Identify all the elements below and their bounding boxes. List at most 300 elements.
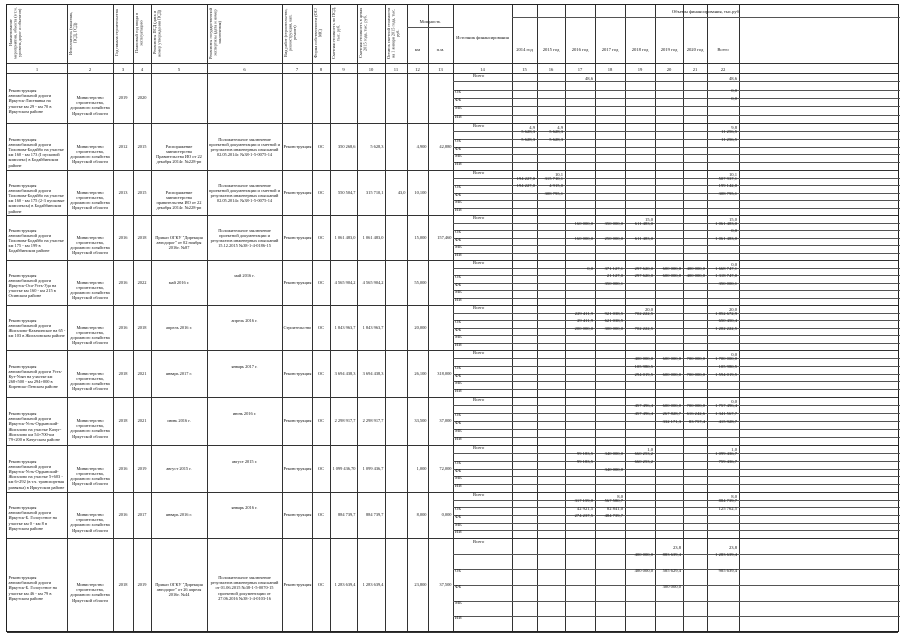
header-y2019: 2019 год: [660, 47, 678, 52]
row-name: Реконструкция автомобильной дороги Иркутск-Оса-Усть-Уда на участке км 160 - км 215 в Осинском районе: [8, 272, 57, 299]
row-name: Реконструкция автомобильной дороги Усть-Кут-Уоян на участке км 268+500 - км 294+000 в Киренско-Ленском районе: [8, 363, 63, 390]
column-number: 18: [607, 67, 613, 72]
financing-value: 600 000,0: [662, 273, 681, 279]
row-end: 2015: [137, 189, 147, 195]
financing-value: 332 171,3: [662, 419, 681, 425]
source-total: Всего: [473, 122, 485, 128]
financing-value: 700 000,0: [686, 403, 705, 409]
financing-value: 340 000,0: [604, 466, 623, 472]
financing-value: 985 639,4: [718, 568, 737, 574]
source-fb: ФБ: [455, 191, 462, 197]
source-row-divider: [453, 437, 900, 438]
row-name: Реконструкция автомобильной дороги Иркутск-Листвянка на участке км 29 - км 70 в Иркутском районе: [8, 88, 52, 114]
financing-value: 0,0: [731, 88, 737, 94]
column-number: 6: [243, 67, 246, 72]
financing-value: 199 142,0: [718, 183, 737, 189]
financing-value: 20,0: [728, 307, 737, 313]
row-kind: Реконструкция: [283, 143, 312, 149]
source-total: Всего: [473, 538, 485, 544]
financing-value: 0,0: [731, 352, 737, 358]
header-y2020: 2020 год: [686, 47, 704, 52]
financing-value: 194 227,0: [516, 175, 535, 181]
source-total: Всего: [473, 72, 485, 78]
source-mb: МБ: [455, 105, 462, 111]
financing-value: 350 000,1: [604, 280, 623, 286]
row-km: 33,500: [414, 418, 427, 423]
financing-value: 457 496,4: [634, 403, 653, 409]
header-h2: Исполнитель (заказчик, ПСД, ГСД): [68, 11, 78, 55]
financing-value: 507 937,1: [718, 175, 737, 181]
financing-value: 484 739,7: [604, 513, 623, 519]
row-divider: [7, 123, 898, 124]
financing-value: 23,8: [728, 544, 737, 550]
financing-value: 160 000,0: [574, 235, 593, 241]
row-divider: [7, 632, 898, 633]
financing-value: 400 000,0: [634, 356, 653, 362]
column-number: 17: [577, 67, 583, 72]
source-row-divider: [453, 154, 900, 155]
header-total: Всего: [717, 47, 729, 52]
row-end: 2018: [137, 234, 147, 240]
header-h10: Сметная стоимость в ценах 2015 года, тыс. руб.: [358, 7, 368, 59]
source-row-divider: [453, 515, 900, 516]
row-own: ОС: [317, 143, 325, 149]
source-row-divider: [453, 147, 900, 148]
row-name: Реконструкция автомобильной дороги Тихонова-Бодайбо на участке км 160 - км 173 (I пусковой комплекс) в Бодайбинском районе: [8, 136, 64, 168]
financing-value: 9,8: [731, 125, 737, 131]
source-ii: ИИ: [455, 251, 462, 257]
row-kind: Реконструкция: [283, 189, 312, 195]
row-cost15: 4 565 904,2: [362, 279, 384, 285]
header-h1: Наименование мероприятия, объекта (в т.ч. уровень дорог и объектов): [8, 7, 23, 59]
row-cost: 550 504,7: [337, 189, 356, 195]
row-start: 2018: [118, 582, 128, 587]
row-exec: Министерство строительства, дорожного хозяйства Иркутской области: [70, 189, 110, 211]
source-ii: ИИ: [455, 483, 462, 489]
source-row-divider: [453, 429, 900, 430]
header-pm: п.м.: [436, 47, 445, 52]
row-name: Реконструкция автомобильной дороги Жигалово-Казачинское на 65 - км 103 в Жигаловском районе: [8, 317, 66, 339]
financing-value: 759 436,7: [718, 459, 737, 465]
header-capacity: Мощность: [419, 19, 441, 24]
header-sub-divider: [407, 27, 453, 28]
source-fb: ФБ: [455, 145, 462, 151]
row-cost: 4 565 904,2: [334, 279, 356, 285]
row-name: Реконструкция автомобильной дороги Тихонова-Бодайбо на участке км 175 - км 199 в Бодайбинском районе: [8, 227, 64, 254]
column-number: 16: [548, 67, 554, 72]
row-psd: апрель 2016 г.: [166, 324, 192, 330]
row-cost: 1 843 963,7: [334, 324, 356, 330]
row-cost15: 884 739,7: [365, 512, 384, 517]
source-row-divider: [453, 90, 900, 91]
financing-value: 8,0: [731, 494, 737, 500]
financing-value: 11 256,5: [721, 129, 737, 135]
source-row-divider: [453, 106, 900, 107]
financing-value: 99 183,5: [576, 451, 593, 457]
row-psd: Распоряжение министерства правительства ИО от 22 декабря 2014г. №228-рп: [156, 189, 202, 211]
row-kind: Реконструкция: [283, 512, 312, 517]
row-kind: Реконструкция: [283, 370, 312, 376]
row-psd: январь 2016 г.: [166, 512, 192, 517]
row-end: 2015: [137, 143, 147, 149]
header-h4: Плановый год ввода в эксплуатацию: [134, 12, 144, 54]
row-cost15: 315 710,1: [365, 189, 384, 195]
source-fb: ФБ: [455, 420, 462, 425]
source-row-divider: [453, 253, 900, 254]
row-end: 2017: [137, 512, 147, 517]
header-y2015: 2015 год: [542, 47, 560, 52]
row-exec: Министерство строительства, дорожного хозяйства Иркутской области: [70, 465, 110, 487]
row-end: 2022: [137, 279, 147, 285]
financing-value: 371 127,1: [604, 265, 623, 271]
source-ii: ИИ: [455, 161, 462, 167]
financing-value: 600 000,0: [662, 265, 681, 271]
financing-value: 600 000,0: [662, 371, 681, 377]
row-pm: 42,880: [439, 143, 452, 149]
header-y2017: 2017 год: [601, 47, 619, 52]
row-rest: 43,0: [397, 189, 406, 195]
financing-value: 457 496,4: [634, 411, 653, 417]
source-row-divider: [453, 245, 900, 246]
source-row-divider: [453, 484, 900, 485]
row-exp: январь 2016 г.: [231, 505, 258, 510]
source-fb: ФБ: [455, 372, 462, 378]
source-row-divider: [453, 523, 900, 524]
row-psd: Приказ ОГКУ "Дирекция автодорог" от 02 ноября 2016г. №87: [155, 234, 203, 250]
financing-value: 200 000,0: [574, 325, 593, 331]
row-pm: 37,500: [439, 582, 452, 587]
header-h5: Реквизиты ПСД (дата и номер утверждения ПСД): [152, 9, 162, 57]
source-ob: ОБ: [455, 506, 461, 512]
financing-value: 1 700 000,0: [715, 356, 737, 362]
financing-value: 21 127,0: [606, 273, 623, 279]
source-row-divider: [453, 81, 900, 82]
source-ii: ИИ: [455, 206, 462, 212]
row-own: ОС: [317, 324, 325, 330]
row-exec: Министерство строительства, дорожного хозяйства Иркутской области: [70, 95, 110, 116]
row-start: 2016: [118, 324, 128, 330]
row-pm: 157,460: [437, 234, 452, 240]
financing-value: 297 620,0: [634, 265, 653, 271]
source-total: Всего: [473, 259, 485, 265]
column-number: 15: [522, 67, 527, 72]
row-km: 10,100: [414, 189, 427, 195]
financing-value: 300 000,0: [662, 583, 681, 589]
financing-value: 4 915,0: [549, 183, 563, 189]
source-total: Всего: [473, 444, 485, 450]
header-y2018: 2018 год: [631, 47, 649, 52]
financing-value: 660 253,2: [634, 451, 653, 457]
source-row-divider: [453, 469, 900, 470]
financing-value: 921 038,5: [604, 310, 623, 316]
column-number: 3: [121, 67, 125, 72]
row-exp: июнь 2016 г.: [232, 411, 257, 416]
source-total: Всего: [473, 491, 485, 497]
row-exp: май 2016 г.: [234, 272, 255, 278]
financing-value: 294 019,5: [634, 371, 653, 377]
header-divider: [7, 63, 898, 64]
financing-value: 1 061 483,0: [715, 235, 737, 241]
financing-value: 1,0: [731, 447, 737, 453]
source-row-divider: [453, 320, 900, 321]
row-exp: апрель 2016 г.: [231, 317, 258, 323]
row-km: 8,000: [416, 512, 427, 517]
financing-value: 308 795,1: [544, 190, 563, 196]
row-start: 2018: [118, 370, 128, 376]
financing-value: 48,6: [584, 75, 593, 81]
header-volume: Объемы финансирования, тыс.руб.: [671, 9, 741, 14]
financing-value: 10,1: [554, 172, 563, 178]
financing-value: 1 061 483,0: [715, 220, 737, 226]
row-name: Реконструкция автомобильной дороги Тихонова-Бодайбо на участке км 160 - км 175 (2-3 пусковые комплексы) в Бодайбинском районе: [8, 182, 65, 214]
financing-value: 5 628,3: [549, 137, 563, 143]
financing-value: 8,0: [617, 494, 623, 500]
row-kind: Реконструкция: [283, 582, 312, 587]
source-row-divider: [453, 476, 900, 477]
row-start: 2016: [118, 512, 128, 517]
financing-value: 567 580,7: [604, 498, 623, 504]
row-divider: [7, 260, 898, 261]
row-exp: август 2015 г.: [231, 458, 258, 464]
financing-value: 0,0: [731, 262, 737, 268]
financing-value: 229 411,9: [574, 310, 593, 316]
financing-value: 1 852 672,9: [715, 310, 737, 316]
financing-value: 10,1: [728, 172, 737, 178]
financing-value: 308 795,1: [718, 190, 737, 196]
source-ob: ОБ: [455, 137, 461, 143]
financing-value: 4,9: [529, 125, 535, 131]
row-divider: [7, 445, 898, 446]
financing-value: 1,0: [647, 447, 653, 453]
row-start: 2019: [118, 95, 128, 100]
source-ii: ИИ: [455, 296, 462, 302]
column-number: 19: [637, 67, 643, 72]
row-name: Реконструкция автомобильной дороги Иркутск-Б. Голоустное на участке км 46 - км 79 в Иркутском районе: [8, 575, 57, 601]
financing-value: 83 757,4: [688, 419, 705, 425]
row-km: 20,000: [414, 324, 427, 330]
header-h6: Реквизиты государственной экспертизы (дата и номер заключения): [208, 7, 223, 59]
financing-value: 400 000,0: [634, 568, 653, 574]
source-ii: ИИ: [455, 436, 462, 441]
header-y2014: 2014 год: [516, 47, 533, 52]
source-fb: ФБ: [455, 281, 462, 287]
source-ob: ОБ: [455, 274, 461, 279]
source-row-divider: [453, 230, 900, 231]
source-row-divider: [453, 453, 900, 454]
financing-value: 297 620,0: [634, 273, 653, 279]
financing-value: 42 921,5: [576, 505, 593, 511]
financing-value: 48,6: [728, 75, 737, 81]
row-cost15: 5 628,3: [370, 143, 384, 149]
financing-value: 23,8: [672, 544, 681, 550]
financing-value: 99 183,5: [576, 459, 593, 465]
source-row-divider: [453, 335, 900, 336]
financing-value: 0,0: [731, 96, 737, 102]
row-exp: Положительное заключение проектной документации и результатов инженерных изысканий 15.12.2015 №38-1-4-0186-15: [210, 227, 279, 249]
row-own: ОС: [317, 370, 325, 376]
row-exec: Министерство строительства, дорожного хозяйства Иркутской области: [70, 370, 110, 392]
source-ob: ОБ: [455, 412, 461, 417]
row-cost: 1 283 639,4: [334, 582, 356, 587]
row-km: 26,100: [414, 370, 427, 376]
financing-table: [6, 4, 899, 632]
source-mb: МБ: [455, 334, 462, 339]
source-row-divider: [453, 616, 900, 617]
source-row-divider: [453, 298, 900, 299]
row-cost15: 2 298 917,7: [362, 418, 384, 423]
column-number: 22: [720, 67, 726, 72]
row-start: 2016: [118, 279, 128, 285]
source-ii: ИИ: [455, 113, 462, 119]
financing-value: 621 038,5: [604, 318, 623, 324]
financing-value: 20,0: [644, 307, 653, 313]
source-fb: ФБ: [455, 584, 462, 589]
source-ii: ИИ: [455, 388, 462, 394]
source-row-divider: [453, 162, 900, 163]
source-total: Всего: [473, 169, 485, 175]
column-number: 1: [35, 67, 39, 72]
row-psd: январь 2017 г.: [166, 370, 192, 376]
source-row-divider: [453, 98, 900, 99]
column-number: 11: [393, 67, 399, 72]
row-name: Реконструкция автомобильной дороги Иркутск-Усть-Ордынский-Жигалово на участке 5+603 - км 6+292 (в т.ч. транспортная развязка) в Иркутском районе: [8, 458, 65, 490]
source-row-divider: [453, 328, 900, 329]
row-end: 2019: [137, 582, 147, 587]
source-mb: МБ: [455, 289, 462, 294]
header-h7: Вид работ (строительство, реконструкция, кап. ремонт): [283, 8, 298, 58]
row-cost: 3 694 438,3: [334, 370, 356, 376]
financing-value: 700 000,0: [686, 371, 705, 377]
row-km: 55,000: [414, 279, 427, 285]
financing-value: 702 222,5: [634, 310, 653, 316]
row-end: 2018: [137, 324, 147, 330]
financing-value: 315 710,1: [544, 175, 563, 181]
column-number: 10: [368, 67, 374, 72]
header-km: км: [414, 47, 421, 52]
source-total: Всего: [473, 214, 485, 220]
source-row-divider: [453, 290, 900, 291]
row-end: 2020: [137, 95, 147, 100]
financing-value: 1 668 747,1: [715, 265, 737, 271]
financing-value: 11 256,5: [721, 137, 737, 143]
row-psd: июнь 2016 г.: [167, 418, 191, 423]
financing-value: 400 000,0: [634, 552, 653, 558]
source-row-divider: [453, 530, 900, 531]
source-row-divider: [453, 500, 900, 501]
row-km: 15,000: [414, 234, 427, 240]
source-row-divider: [453, 389, 900, 390]
row-exp: Положительное заключение проектной документации и сметной и результатов инженерных изысканий 02.05.2014г. №38-1-5-0075-14: [209, 136, 280, 158]
row-exp: Положительное заключение проектной документации и сметной и результатов инженерных изысканий 02.05.2014г. №38-1-5-0075-14: [209, 182, 280, 204]
financing-value: 1 594 019,5: [715, 371, 737, 377]
row-name: Реконструкция автомобильной дороги Иркутск-Усть-Ордынский-Жигалово на участке Качуг-Жигалово км 54+700-км 79+200 в Качугском районе: [8, 411, 62, 443]
financing-value: 1 757 496,4: [715, 403, 737, 409]
source-mb: МБ: [455, 199, 462, 204]
row-own: ОС: [317, 234, 325, 240]
source-total: Всего: [473, 349, 485, 355]
row-exec: Министерство строительства, дорожного хозяйства Иркутской области: [70, 418, 110, 439]
row-pm: 318,000: [437, 370, 452, 376]
source-total: Всего: [473, 304, 485, 310]
source-row-divider: [453, 200, 900, 201]
financing-value: 105 980,5: [634, 364, 653, 370]
source-ob: ОБ: [455, 319, 461, 324]
source-mb: МБ: [455, 521, 462, 527]
row-start: 2013: [118, 189, 128, 195]
financing-value: 4,9: [557, 125, 563, 131]
column-number: 4: [140, 67, 144, 72]
row-cost: 2 298 917,7: [334, 418, 356, 423]
source-ii: ИИ: [455, 615, 462, 621]
row-km: 1,000: [416, 465, 427, 471]
column-number: 5: [177, 67, 181, 72]
source-mb: МБ: [455, 153, 462, 159]
row-cost: 884 739,7: [337, 512, 356, 517]
column-number: 2: [88, 67, 92, 72]
header-h8: Форма собственности (ОС/МС): [313, 8, 323, 58]
source-fb: ФБ: [455, 514, 462, 519]
row-cost: 1 061 483,0: [334, 234, 356, 240]
source-fb: ФБ: [455, 236, 462, 242]
financing-value: 400 000,0: [686, 265, 705, 271]
row-cost15: 1 843 963,7: [362, 324, 384, 330]
financing-value: 15,0: [644, 217, 653, 223]
source-ob: ОБ: [455, 568, 461, 574]
financing-value: 350 000,1: [718, 280, 737, 286]
row-divider: [7, 538, 898, 539]
financing-value: 400 000,0: [686, 273, 705, 279]
row-cost15: 1 283 639,4: [362, 582, 384, 587]
source-mb: МБ: [455, 428, 462, 433]
row-divider: [7, 492, 898, 493]
row-psd: Распоряжение министерства Правительства ИО от 22 декабря 2014г. №228-рп: [156, 143, 202, 165]
source-row-divider: [453, 366, 900, 367]
financing-value: 317 159,0: [574, 498, 593, 504]
row-divider: [7, 170, 898, 171]
row-end: 2021: [137, 418, 147, 423]
financing-value: 600 000,0: [662, 403, 681, 409]
header-sub-divider: [512, 17, 900, 18]
financing-value: 611 483,0: [634, 235, 653, 241]
row-exec: Министерство строительства, дорожного хозяйства Иркутской области: [70, 512, 110, 533]
financing-value: 5 628,3: [521, 129, 535, 135]
financing-value: 5 628,3: [521, 137, 535, 143]
row-psd: август 2015 г.: [166, 465, 192, 471]
row-cost15: 1 099 436,7: [362, 465, 384, 471]
financing-value: 274 237,5: [574, 513, 593, 519]
row-name: Реконструкция автомобильной дороги Иркутск-Б. Голоустное на участке км 0 - км 8 в Иркутском районе: [8, 505, 57, 531]
financing-value: 194 227,0: [516, 183, 535, 189]
row-exp: январь 2017 г.: [231, 363, 258, 369]
financing-value: 611 483,0: [634, 220, 653, 226]
financing-value: 340 000,0: [604, 451, 623, 457]
financing-value: 1 202 222,5: [715, 325, 737, 331]
row-start: 2016: [118, 465, 128, 471]
row-end: 2019: [137, 465, 147, 471]
source-fb: ФБ: [455, 467, 462, 473]
financing-value: 250 000,0: [604, 235, 623, 241]
financing-value: 82 841,0: [606, 505, 623, 511]
financing-value: 1 283 639,4: [715, 552, 737, 558]
row-km: 4,900: [416, 143, 427, 149]
row-own: ОС: [317, 465, 325, 471]
row-start: 2018: [118, 418, 128, 423]
row-exec: Министерство строительства, дорожного хозяйства Иркутской области: [70, 324, 110, 346]
source-ob: ОБ: [455, 184, 461, 189]
row-divider: [7, 397, 898, 398]
header-source: Источник финансирования: [456, 35, 509, 40]
row-own: ОС: [317, 418, 325, 423]
